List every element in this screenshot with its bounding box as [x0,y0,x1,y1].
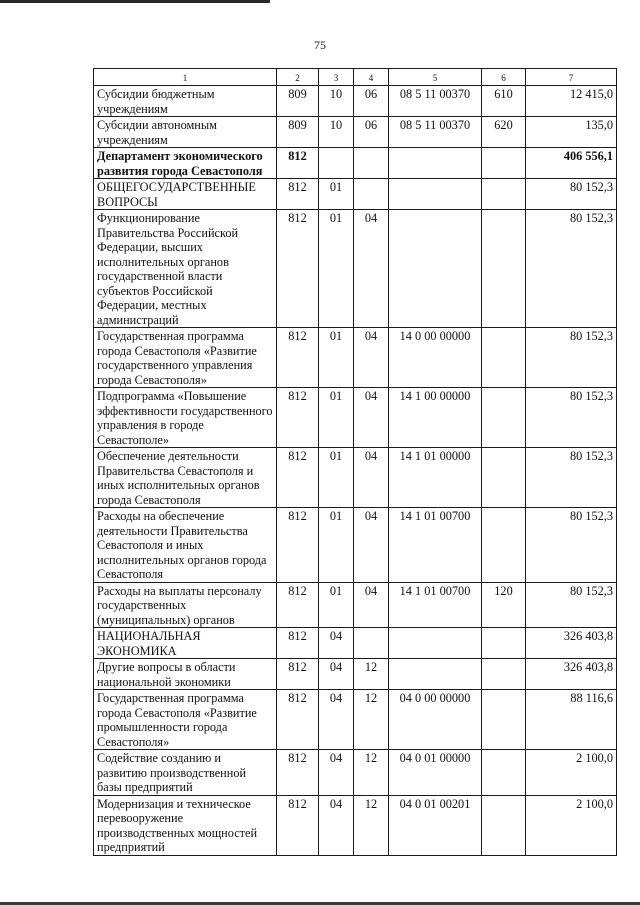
code-expense-type [482,690,526,750]
code-subsection: 04 [354,582,389,628]
code-target-item [389,659,482,690]
column-header-6: 6 [482,69,526,86]
table-row [94,690,617,750]
table-body [94,86,617,856]
code-expense-type [482,210,526,328]
code-section: 04 [319,628,354,659]
code-department: 812 [277,179,319,210]
code-department: 809 [277,86,319,117]
amount: 2 100,0 [526,750,617,796]
code-target-item: 08 5 11 00370 [389,117,482,148]
code-section: 01 [319,328,354,388]
code-subsection [354,179,389,210]
code-target-item: 14 1 01 00700 [389,508,482,583]
code-department: 809 [277,117,319,148]
table-row [94,582,617,628]
table-row [94,508,617,583]
code-expense-type [482,628,526,659]
table-row [94,86,617,117]
amount: 406 556,1 [526,148,617,179]
code-section: 04 [319,795,354,855]
code-expense-type [482,328,526,388]
code-target-item [389,210,482,328]
budget-table [93,68,617,856]
code-section: 04 [319,690,354,750]
expense-name: Подпрограмма «Повышение эффективности государственного управления в городе Севастополе» [94,388,277,448]
code-target-item [389,179,482,210]
expense-name: Субсидии автономным учреждениям [94,117,277,148]
amount: 12 415,0 [526,86,617,117]
code-subsection: 12 [354,750,389,796]
table-row [94,117,617,148]
amount: 88 116,6 [526,690,617,750]
expense-name: Другие вопросы в области национальной экономики [94,659,277,690]
column-header-5: 5 [389,69,482,86]
code-section [319,148,354,179]
expense-name: Расходы на выплаты персоналу государственных (муниципальных) органов [94,582,277,628]
expense-name: НАЦИОНАЛЬНАЯ ЭКОНОМИКА [94,628,277,659]
code-expense-type: 620 [482,117,526,148]
expense-name: Функционирование Правительства Российской Федерации, высших исполнительных органов государственной власти субъектов Российской Федерации, местных администраций [94,210,277,328]
column-header-1: 1 [94,69,277,86]
code-section: 01 [319,448,354,508]
code-section: 04 [319,659,354,690]
code-department: 812 [277,628,319,659]
code-expense-type: 610 [482,86,526,117]
amount: 80 152,3 [526,328,617,388]
code-expense-type [482,388,526,448]
amount: 80 152,3 [526,582,617,628]
code-expense-type [482,750,526,796]
code-expense-type: 120 [482,582,526,628]
code-department: 812 [277,148,319,179]
column-header-2: 2 [277,69,319,86]
code-section: 01 [319,210,354,328]
code-expense-type [482,508,526,583]
table-row [94,179,617,210]
expense-name: Содействие созданию и развитию производственной базы предприятий [94,750,277,796]
amount: 80 152,3 [526,179,617,210]
amount: 135,0 [526,117,617,148]
code-target-item [389,148,482,179]
code-section: 01 [319,582,354,628]
code-expense-type [482,179,526,210]
code-target-item: 04 0 01 00201 [389,795,482,855]
code-section: 10 [319,86,354,117]
expense-name: Государственная программа города Севастополя «Развитие промышленности города Севастополя» [94,690,277,750]
code-target-item: 04 0 01 00000 [389,750,482,796]
expense-name: Государственная программа города Севастополя «Развитие государственного управления города Севастополя» [94,328,277,388]
code-section: 01 [319,388,354,448]
amount: 80 152,3 [526,388,617,448]
code-section: 01 [319,508,354,583]
code-department: 812 [277,690,319,750]
code-target-item: 08 5 11 00370 [389,86,482,117]
code-subsection: 04 [354,448,389,508]
code-target-item: 14 1 00 00000 [389,388,482,448]
code-expense-type [482,448,526,508]
code-subsection: 12 [354,659,389,690]
table-header-row [94,69,617,86]
code-department: 812 [277,795,319,855]
code-subsection: 04 [354,210,389,328]
scan-edge-top [0,0,270,3]
column-header-7: 7 [526,69,617,86]
code-subsection: 06 [354,86,389,117]
code-expense-type [482,148,526,179]
table-row [94,750,617,796]
table-row [94,659,617,690]
amount: 326 403,8 [526,628,617,659]
expense-name: Расходы на обеспечение деятельности Правительства Севастополя и иных исполнительных органов города Севастополя [94,508,277,583]
table-row [94,328,617,388]
expense-name: Субсидии бюджетным учреждениям [94,86,277,117]
code-department: 812 [277,659,319,690]
column-header-4: 4 [354,69,389,86]
code-section: 04 [319,750,354,796]
code-subsection: 12 [354,690,389,750]
code-subsection [354,148,389,179]
code-subsection: 04 [354,508,389,583]
code-subsection: 12 [354,795,389,855]
table-row [94,210,617,328]
code-target-item: 14 1 01 00000 [389,448,482,508]
code-target-item [389,628,482,659]
table-row [94,795,617,855]
code-subsection: 06 [354,117,389,148]
column-header-3: 3 [319,69,354,86]
table-row [94,388,617,448]
code-section: 01 [319,179,354,210]
code-expense-type [482,795,526,855]
code-subsection: 04 [354,388,389,448]
table-row-department [94,148,617,179]
code-department: 812 [277,328,319,388]
code-target-item: 14 0 00 00000 [389,328,482,388]
expense-name: Обеспечение деятельности Правительства Севастополя и иных исполнительных органов города Севастополя [94,448,277,508]
amount: 2 100,0 [526,795,617,855]
amount: 326 403,8 [526,659,617,690]
table-row [94,628,617,659]
page-number: 75 [314,38,326,52]
expense-name: Модернизация и техническое перевооружение производственных мощностей предприятий [94,795,277,855]
code-target-item: 14 1 01 00700 [389,582,482,628]
amount: 80 152,3 [526,448,617,508]
code-expense-type [482,659,526,690]
amount: 80 152,3 [526,508,617,583]
code-department: 812 [277,582,319,628]
code-department: 812 [277,508,319,583]
table-row [94,448,617,508]
expense-name: ОБЩЕГОСУДАРСТВЕННЫЕ ВОПРОСЫ [94,179,277,210]
code-department: 812 [277,750,319,796]
code-subsection [354,628,389,659]
code-target-item: 04 0 00 00000 [389,690,482,750]
code-department: 812 [277,448,319,508]
code-subsection: 04 [354,328,389,388]
code-department: 812 [277,210,319,328]
expense-name: Департамент экономического развития города Севастополя [94,148,277,179]
code-department: 812 [277,388,319,448]
amount: 80 152,3 [526,210,617,328]
code-section: 10 [319,117,354,148]
